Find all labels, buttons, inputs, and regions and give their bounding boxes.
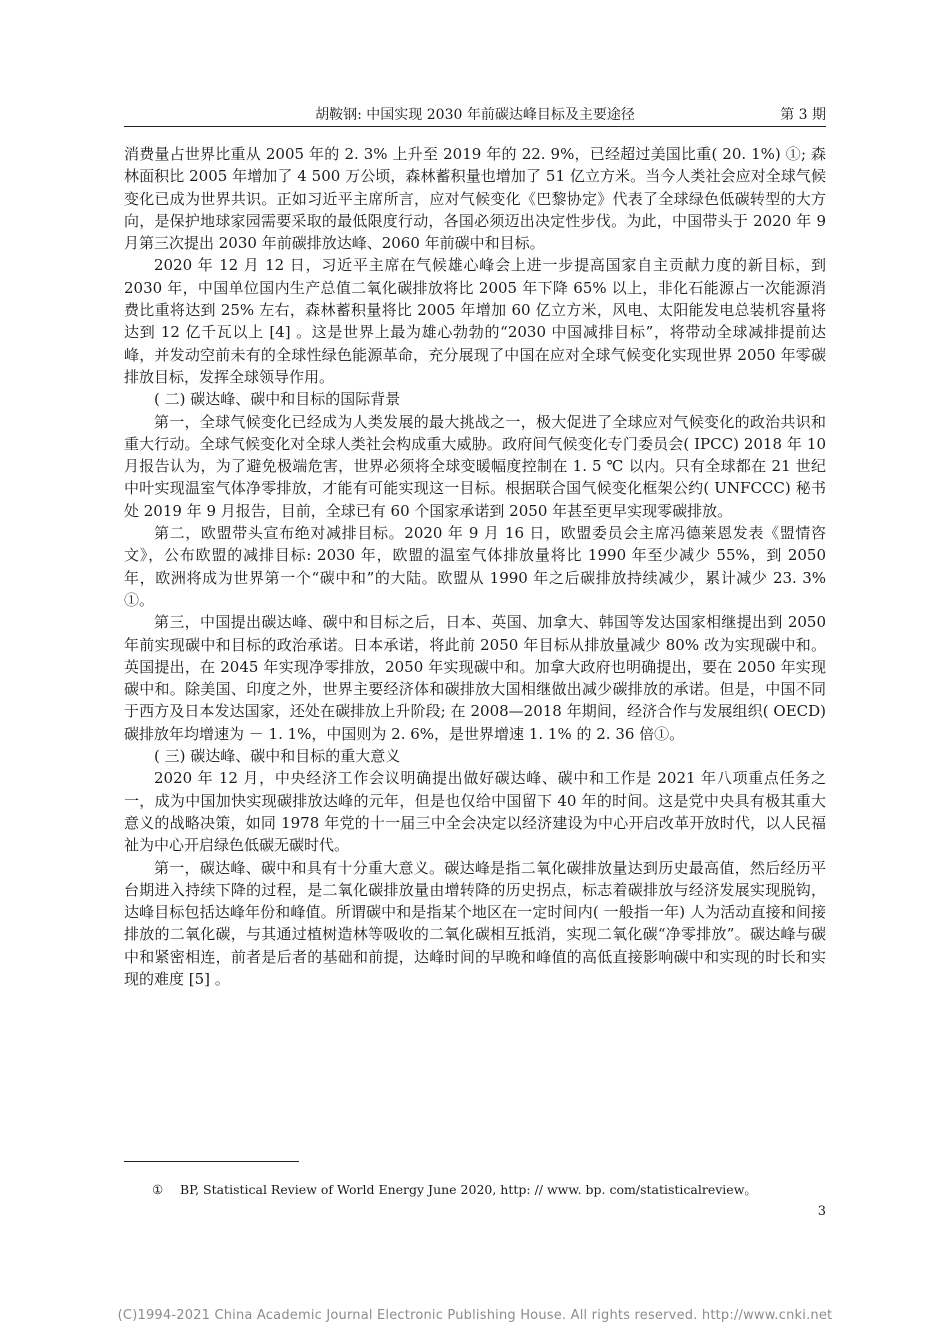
footnote-rule <box>124 1161 299 1162</box>
section-heading: ( 三) 碳达峰、碳中和目标的重大意义 <box>154 747 401 766</box>
paragraph: 消费量占世界比重从 2005 年的 2. 3% 上升至 2019 年的 22. 9%，已经超过美国比重( 20. 1%) ①; 森林面积比 2005 年增加了 4 500 万公顷，森林蓄积量也增加了 51 亿立方米。当今人类社会应对全球气候变化已成为世界共识。正如习近平主席所言，应对气候变化《巴黎协定》代表了全球绿色低碳转型的大方向，是保护地球家园需要采取的最低限度行动，各国必须迈出决定性步伐。为此，中国带头于 2020 年 9 月第三次提出 2030 年前碳排放达峰、2060 年前碳中和目标。 <box>124 145 826 253</box>
copyright-watermark: (C)1994-2021 China Academic Journal Electronic Publishing House. All rights reserved. http://www.cnki.net <box>117 1308 833 1323</box>
running-header <box>124 104 826 126</box>
issue-number: 第 3 期 <box>780 107 826 123</box>
paragraph: 2020 年 12 月 12 日，习近平主席在气候雄心峰会上进一步提高国家自主贡献力度的新目标，到 2030 年，中国单位国内生产总值二氧化碳排放将比 2005 年下降 65% 以上，非化石能源占一次能源消费比重将达到 25% 左右，森林蓄积量将比 2005 年增加 60 亿立方米，风电、太阳能发电总装机容量将达到 12 亿千瓦以上 [4] 。这是世界上最为雄心勃勃的“2030 中国减排目标”，将带动全球减排提前达峰，并发动空前未有的全球性绿色能源革命，充分展现了中国在应对全球气候变化实现世界 2050 年零碳排放目标，发挥全球领导作用。 <box>124 256 826 386</box>
article-body <box>124 143 826 990</box>
paragraph: 第一，碳达峰、碳中和具有十分重大意义。碳达峰是指二氧化碳排放量达到历史最高值，然后经历平台期进入持续下降的过程，是二氧化碳排放量由增转降的历史拐点，标志着碳排放与经济发展实现脱钩，达峰目标包括达峰年份和峰值。所谓碳中和是指某个地区在一定时间内( 一般指一年) 人为活动直接和间接排放的二氧化碳，与其通过植树造林等吸收的二氧化碳相互抵消，实现二氧化碳“净零排放”。碳达峰与碳中和紧密相连，前者是后者的基础和前提，达峰时间的早晚和峰值的高低直接影响碳中和实现的时长和实现的难度 [5] 。 <box>124 858 826 988</box>
paragraph: 2020 年 12 月，中央经济工作会议明确提出做好碳达峰、碳中和工作是 2021 年八项重点任务之一，成为中国加快实现碳排放达峰的元年，但是也仅给中国留下 40 年的时间。这是党中央具有极其重大意义的战略决策，如同 1978 年党的十一届三中全会决定以经济建设为中心开启改革开放时代，以人民福祉为中心开启绿色低碳无碳时代。 <box>124 769 826 855</box>
running-title: 胡鞍钢: 中国实现 2030 年前碳达峰目标及主要途径 <box>315 107 635 123</box>
paragraph: 第一，全球气候变化已经成为人类发展的最大挑战之一，极大促进了全球应对气候变化的政治共识和重大行动。全球气候变化对全球人类社会构成重大威胁。政府间气候变化专门委员会( IPCC) 2018 年 10 月报告认为，为了避免极端危害，世界必须将全球变暖幅度控制在 1. 5 ℃ 以内。只有全球都在 21 世纪中叶实现温室气体净零排放，才能有可能实现这一目标。根据联合国气候变化框架公约( UNFCCC) 秘书处 2019 年 9 月报告，目前，全球已有 60 个国家承诺到 2050 年甚至更早实现零碳排放。 <box>124 412 826 520</box>
section-heading: ( 二) 碳达峰、碳中和目标的国际背景 <box>154 390 401 409</box>
footnote <box>152 1180 832 1198</box>
paragraph: 第三，中国提出碳达峰、碳中和目标之后，日本、英国、加拿大、韩国等发达国家相继提出到 2050 年前实现碳中和目标的政治承诺。日本承诺，将此前 2050 年目标从排放量减少 80% 改为实现碳中和。英国提出，在 2045 年实现净零排放，2050 年实现碳中和。加拿大政府也明确提出，要在 2050 年实现碳中和。除美国、印度之外，世界主要经济体和碳排放大国相继做出减少碳排放的承诺。但是，中国不同于西方及日本发达国家，还处在碳排放上升阶段; 在 2008—2018 年期间，经济合作与发展组织( OECD) 碳排放年均增速为 － 1. 1%，中国则为 2. 6%，是世界增速 1. 1% 的 2. 36 倍①。 <box>124 613 826 743</box>
footnote-mark: ① <box>152 1182 164 1197</box>
header-rule <box>124 126 826 127</box>
footnote-text: BP, Statistical Review of World Energy June 2020, http: // www. bp. com/statisticalreview。 <box>180 1182 757 1197</box>
page-number: 3 <box>817 1204 826 1219</box>
paragraph: 第二，欧盟带头宣布绝对减排目标。2020 年 9 月 16 日，欧盟委员会主席冯德莱恩发表《盟情咨文》，公布欧盟的减排目标: 2030 年，欧盟的温室气体排放量将比 1990 年至少减少 55%，到 2050 年，欧洲将成为世界第一个“碳中和”的大陆。欧盟从 1990 年之后碳排放持续减少，累计减少 23. 3% ①。 <box>124 524 826 609</box>
